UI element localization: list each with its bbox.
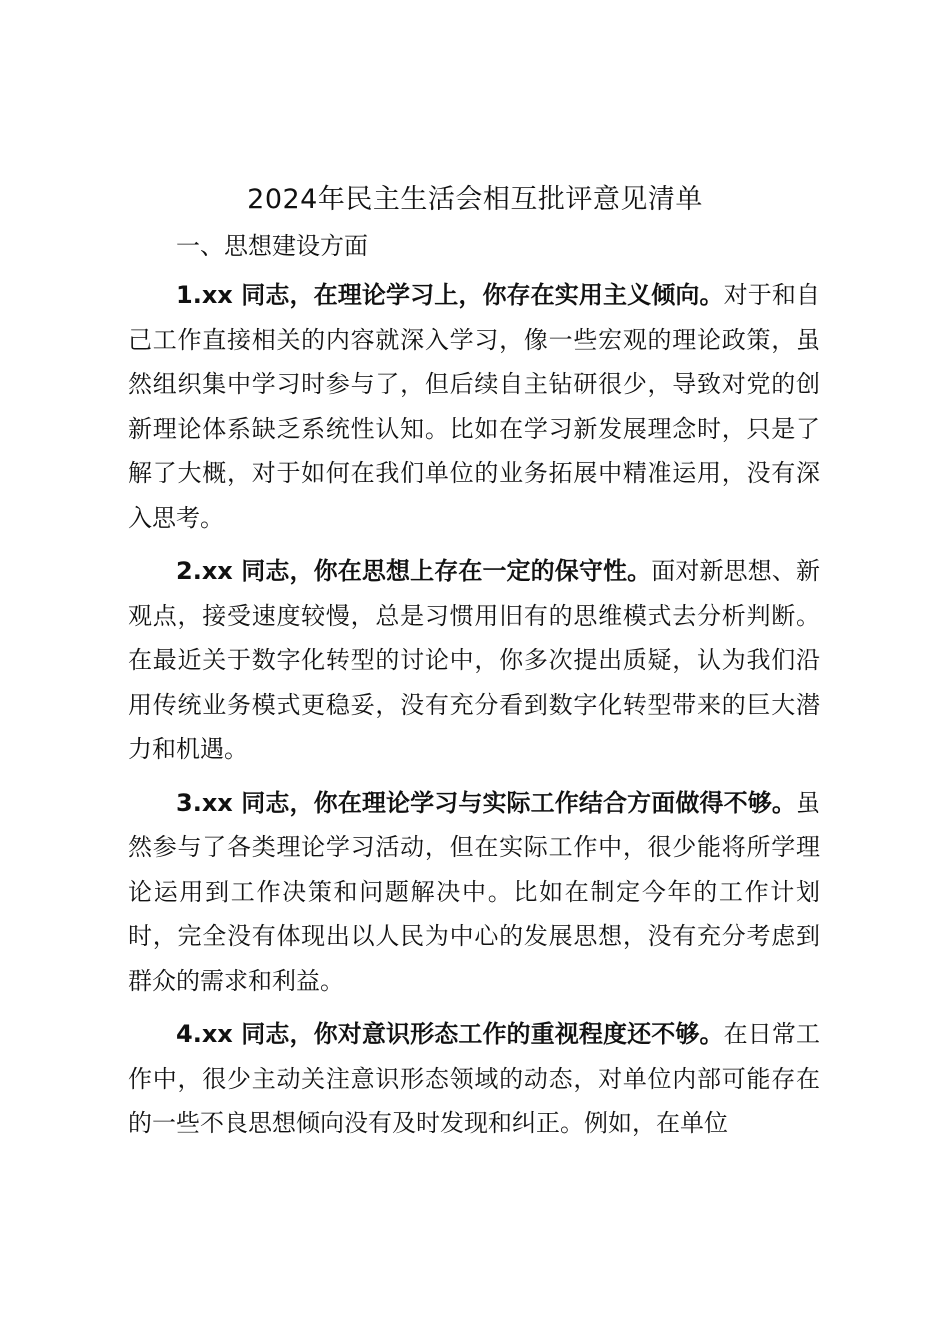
paragraph-3-lead: 3.xx 同志，你在理论学习与实际工作结合方面做得不够。	[176, 788, 796, 817]
paragraph-3	[128, 781, 820, 1004]
paragraph-2-text: 面对新思想、新观点，接受速度较慢，总是习惯用旧有的思维模式去分析判断。在最近关于数字化转型的讨论中，你多次提出质疑，认为我们沿用传统业务模式更稳妥，没有充分看到数字化转型带来的巨大潜力和机遇。	[128, 557, 820, 763]
paragraph-4	[128, 1012, 820, 1146]
document-body	[128, 273, 820, 1155]
paragraph-4-lead: 4.xx 同志，你对意识形态工作的重视程度还不够。	[176, 1020, 724, 1048]
paragraph-2-lead: 2.xx 同志，你在思想上存在一定的保守性。	[176, 557, 652, 585]
paragraph-3-text: 虽然参与了各类理论学习活动，但在实际工作中，很少能将所学理论运用到工作决策和问题解决中。比如在制定今年的工作计划时，完全没有体现出以人民为中心的发展思想，没有充分考虑到群众的需求和利益。	[128, 788, 820, 995]
paragraph-4-text: 在日常工作中，很少主动关注意识形态领域的动态，对单位内部可能存在的一些不良思想倾向没有及时发现和纠正。例如，在单位	[128, 1020, 820, 1137]
paragraph-2	[128, 549, 820, 772]
paragraph-1-text: 对于和自己工作直接相关的内容就深入学习，像一些宏观的理论政策，虽然组织集中学习时参与了，但后续自主钻研很少，导致对党的创新理论体系缺乏系统性认知。比如在学习新发展理念时，只是了解了大概，对于如何在我们单位的业务拓展中精准运用，没有深入思考。	[128, 281, 820, 532]
section-heading: 一、思想建设方面	[176, 232, 368, 260]
paragraph-1	[128, 273, 820, 540]
document-title: 2024年民主生活会相互批评意见清单	[247, 184, 703, 215]
paragraph-1-lead: 1.xx 同志，在理论学习上，你存在实用主义倾向。	[176, 281, 724, 309]
